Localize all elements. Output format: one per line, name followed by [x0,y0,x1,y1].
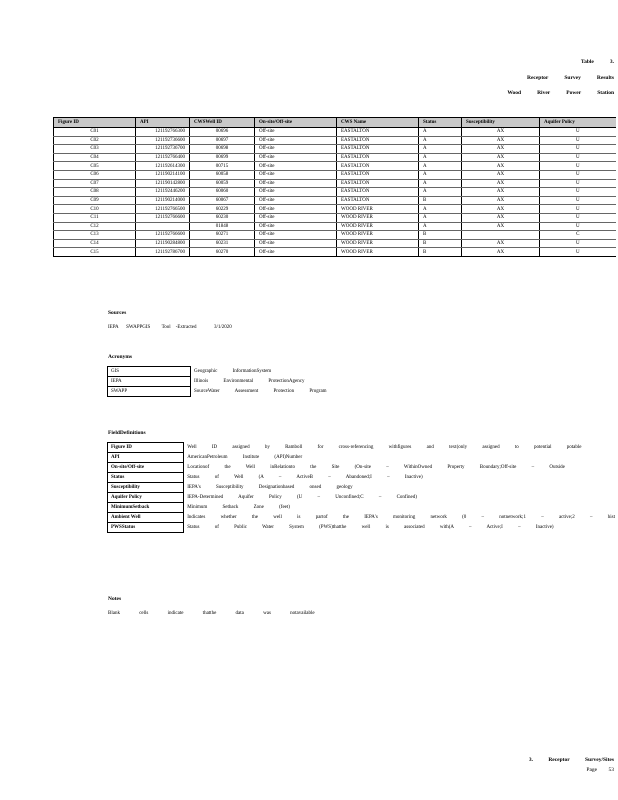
sources-text: IEPA SWAPPGIS Tool -Extracted 3/1/2020 [108,325,232,330]
figure-id-cell: C02 [54,136,136,145]
table-body [54,128,616,257]
col-susceptibility: Susceptibility [462,118,540,128]
figure-id-cell: C11 [54,213,136,222]
onsite-cell: Off-site [255,153,337,162]
table-row [54,162,616,171]
api-cell: 121192446200 [136,188,190,197]
definition-row [108,483,618,493]
col-cws-name: CWS Name [337,118,419,128]
status-cell: A [419,136,462,145]
api-cell [136,222,190,231]
susceptibility-cell: AX [462,145,540,154]
cws-well-id-cell: 00699 [190,153,255,162]
status-cell: A [419,222,462,231]
susceptibility-cell: AX [462,128,540,137]
cws-name-cell: EASTALTON [337,128,419,137]
susceptibility-cell: AX [462,248,540,257]
receptor-table [53,117,616,257]
cws-name-cell: EASTALTON [337,179,419,188]
cws-name-cell: WOOD RIVER [337,222,419,231]
definition-row [108,503,618,513]
notes-text: Blank cells indicate thatthe data was notavailable [108,611,315,616]
table-row [54,196,616,205]
definition-key: Figure ID [108,443,184,453]
susceptibility-cell: AX [462,162,540,171]
status-cell: A [419,145,462,154]
api-cell: 121190214000 [136,196,190,205]
cws-well-id-cell: 60060 [190,188,255,197]
definition-value: AmericanPetroleum Institute (API)Number [184,453,618,463]
definition-key: GIS [108,367,191,377]
onsite-cell: Off-site [255,248,337,257]
cws-name-cell: EASTALTON [337,188,419,197]
api-cell: 121192614300 [136,162,190,171]
col-onsite-offsite: On-site/Off-site [255,118,337,128]
figure-id-cell: C15 [54,248,136,257]
definition-row [108,387,618,397]
definition-value: IEPA-Determined Aquifer Policy (U – Unconfined;C – Confined) [184,493,618,503]
table-row [54,128,616,137]
onsite-cell: Off-site [255,128,337,137]
field-definitions-title: FieldDefinitions [108,430,146,436]
cws-well-id-cell: 60229 [190,205,255,214]
susceptibility-cell: AX [462,153,540,162]
definition-key: IEPA [108,377,191,387]
aquifer-policy-cell: U [540,248,616,257]
table-row [54,153,616,162]
figure-id-cell: C07 [54,179,136,188]
definition-value: Indicates whether the well is partof the IEPA's monitoring network (0 – notnetwork;1 – active;2 – hist [184,513,618,523]
acronyms-title: Acronyms [108,354,133,360]
cws-well-id-cell: 00698 [190,145,255,154]
status-cell: A [419,179,462,188]
figure-id-cell: C06 [54,170,136,179]
definition-row [108,367,618,377]
cws-well-id-cell: 60058 [190,170,255,179]
col-status: Status [419,118,462,128]
definition-row [108,513,618,523]
cws-well-id-cell: 60230 [190,213,255,222]
onsite-cell: Off-site [255,196,337,205]
definition-key: Ambient Well [108,513,184,523]
table-row [54,248,616,257]
figure-id-cell: C04 [54,153,136,162]
field-definitions-table [107,442,618,533]
susceptibility-cell: AX [462,136,540,145]
definition-value: Illinois Environmental ProtectionAgency [191,377,618,387]
col-api: API [136,118,190,128]
api-cell: 121192766300 [136,128,190,137]
definition-row [108,523,618,533]
susceptibility-cell: AX [462,239,540,248]
api-cell: 121190214100 [136,170,190,179]
status-cell: A [419,128,462,137]
definition-row [108,377,618,387]
onsite-cell: Off-site [255,162,337,171]
definition-value: Status of Well (A – ActiveB – Abandoned;I – Inactive) [184,473,618,483]
aquifer-policy-cell: C [540,231,616,240]
cws-well-id-cell: 00715 [190,162,255,171]
table-row [54,145,616,154]
definition-key: SWAPP [108,387,191,397]
onsite-cell: Off-site [255,222,337,231]
table-row [54,136,616,145]
cws-name-cell: WOOD RIVER [337,231,419,240]
aquifer-policy-cell: U [540,222,616,231]
cws-name-cell: EASTALTON [337,153,419,162]
status-cell: B [419,248,462,257]
definition-key: MinimumSetback [108,503,184,513]
sources-title: Sources [108,310,127,316]
col-cws-well-id: CWSWell ID [190,118,255,128]
table-row [54,179,616,188]
api-cell: 121190142800 [136,179,190,188]
api-cell: 121192786700 [136,248,190,257]
definition-value: Locationof the Well inRelationto the Site (On-site – WithinOwned Property Boundary;Off-site – Outside [184,463,618,473]
cws-well-id-cell: 60270 [190,248,255,257]
susceptibility-cell: AX [462,222,540,231]
definition-key: API [108,453,184,463]
aquifer-policy-cell: U [540,162,616,171]
site-name: Wood River Power Station [507,90,614,96]
susceptibility-cell [462,231,540,240]
definition-row [108,453,618,463]
definition-row [108,473,618,483]
figure-id-cell: C03 [54,145,136,154]
table-header-row [54,118,616,128]
api-cell: 121192766600 [136,213,190,222]
table-row [54,222,616,231]
aquifer-policy-cell: U [540,128,616,137]
status-cell: B [419,196,462,205]
notes-title: Notes [108,596,122,602]
definition-key: PWSStatus [108,523,184,533]
aquifer-policy-cell: U [540,153,616,162]
definition-value: Geographic InformationSystem [191,367,618,377]
table-row [54,213,616,222]
onsite-cell: Off-site [255,213,337,222]
col-aquifer-policy: Aquifer Policy [540,118,616,128]
footer-page: Page 53 [586,767,614,773]
status-cell: B [419,231,462,240]
cws-name-cell: EASTALTON [337,196,419,205]
cws-name-cell: WOOD RIVER [337,248,419,257]
api-cell: 121192736700 [136,145,190,154]
onsite-cell: Off-site [255,231,337,240]
onsite-cell: Off-site [255,188,337,197]
table-row [54,188,616,197]
status-cell: A [419,170,462,179]
definition-key: Susceptibility [108,483,184,493]
onsite-cell: Off-site [255,145,337,154]
onsite-cell: Off-site [255,170,337,179]
aquifer-policy-cell: U [540,213,616,222]
aquifer-policy-cell: U [540,196,616,205]
figure-id-cell: C12 [54,222,136,231]
definition-row [108,493,618,503]
table-row [54,170,616,179]
cws-well-id-cell: 00696 [190,128,255,137]
figure-id-cell: C10 [54,205,136,214]
table-row [54,231,616,240]
aquifer-policy-cell: U [540,179,616,188]
cws-well-id-cell: 60271 [190,231,255,240]
status-cell: A [419,162,462,171]
status-cell: A [419,205,462,214]
table-subtitle: Receptor Survey Results [526,75,614,81]
status-cell: A [419,188,462,197]
figure-id-cell: C08 [54,188,136,197]
status-cell: A [419,153,462,162]
cws-name-cell: WOOD RIVER [337,213,419,222]
figure-id-cell: C13 [54,231,136,240]
definition-key: Status [108,473,184,483]
susceptibility-cell: AX [462,170,540,179]
figure-id-cell: C14 [54,239,136,248]
definition-key: Aquifer Policy [108,493,184,503]
figure-id-cell: C05 [54,162,136,171]
susceptibility-cell: AX [462,196,540,205]
onsite-cell: Off-site [255,239,337,248]
table-title: Table 3. [580,59,614,65]
cws-well-id-cell: 60231 [190,239,255,248]
cws-name-cell: EASTALTON [337,162,419,171]
definition-row [108,463,618,473]
aquifer-policy-cell: U [540,205,616,214]
definition-value: Minimum Setback Zone (feet) [184,503,618,513]
susceptibility-cell: AX [462,188,540,197]
onsite-cell: Off-site [255,179,337,188]
susceptibility-cell: AX [462,213,540,222]
status-cell: A [419,213,462,222]
definition-value: Status of Public Water System (PWS)thatthe well is associated with(A – Active;I – Inactive) [184,523,618,533]
cws-name-cell: WOOD RIVER [337,205,419,214]
acronyms-table [107,366,617,397]
api-cell: 121192766400 [136,153,190,162]
table-row [54,239,616,248]
susceptibility-cell: AX [462,205,540,214]
api-cell: 121192766600 [136,231,190,240]
footer-section: 3. Receptor Survey/Sites [528,757,614,763]
cws-name-cell: WOOD RIVER [337,239,419,248]
cws-well-id-cell: 60059 [190,179,255,188]
aquifer-policy-cell: U [540,145,616,154]
col-figure-id: Figure ID [54,118,136,128]
onsite-cell: Off-site [255,205,337,214]
api-cell: 121192736600 [136,136,190,145]
figure-id-cell: C09 [54,196,136,205]
cws-well-id-cell: 60067 [190,196,255,205]
aquifer-policy-cell: U [540,239,616,248]
definition-row [108,443,618,453]
api-cell: 121190284800 [136,239,190,248]
aquifer-policy-cell: U [540,188,616,197]
cws-name-cell: EASTALTON [337,136,419,145]
aquifer-policy-cell: U [540,136,616,145]
status-cell: B [419,239,462,248]
figure-id-cell: C01 [54,128,136,137]
aquifer-policy-cell: U [540,170,616,179]
onsite-cell: Off-site [255,136,337,145]
cws-well-id-cell: 01848 [190,222,255,231]
api-cell: 121192766500 [136,205,190,214]
definition-value: Well ID assigned by Ramboll for cross-referencing withfigures and text(only assigned to potential potable [184,443,618,453]
cws-well-id-cell: 00697 [190,136,255,145]
definition-key: On-site/Off-site [108,463,184,473]
cws-name-cell: EASTALTON [337,145,419,154]
definition-value: IEPA's Susceptibility Designationbased onsed geology [184,483,618,493]
definition-value: SourceWater Assessment Protection Program [191,387,618,397]
cws-name-cell: EASTALTON [337,170,419,179]
susceptibility-cell: AX [462,179,540,188]
table-row [54,205,616,214]
